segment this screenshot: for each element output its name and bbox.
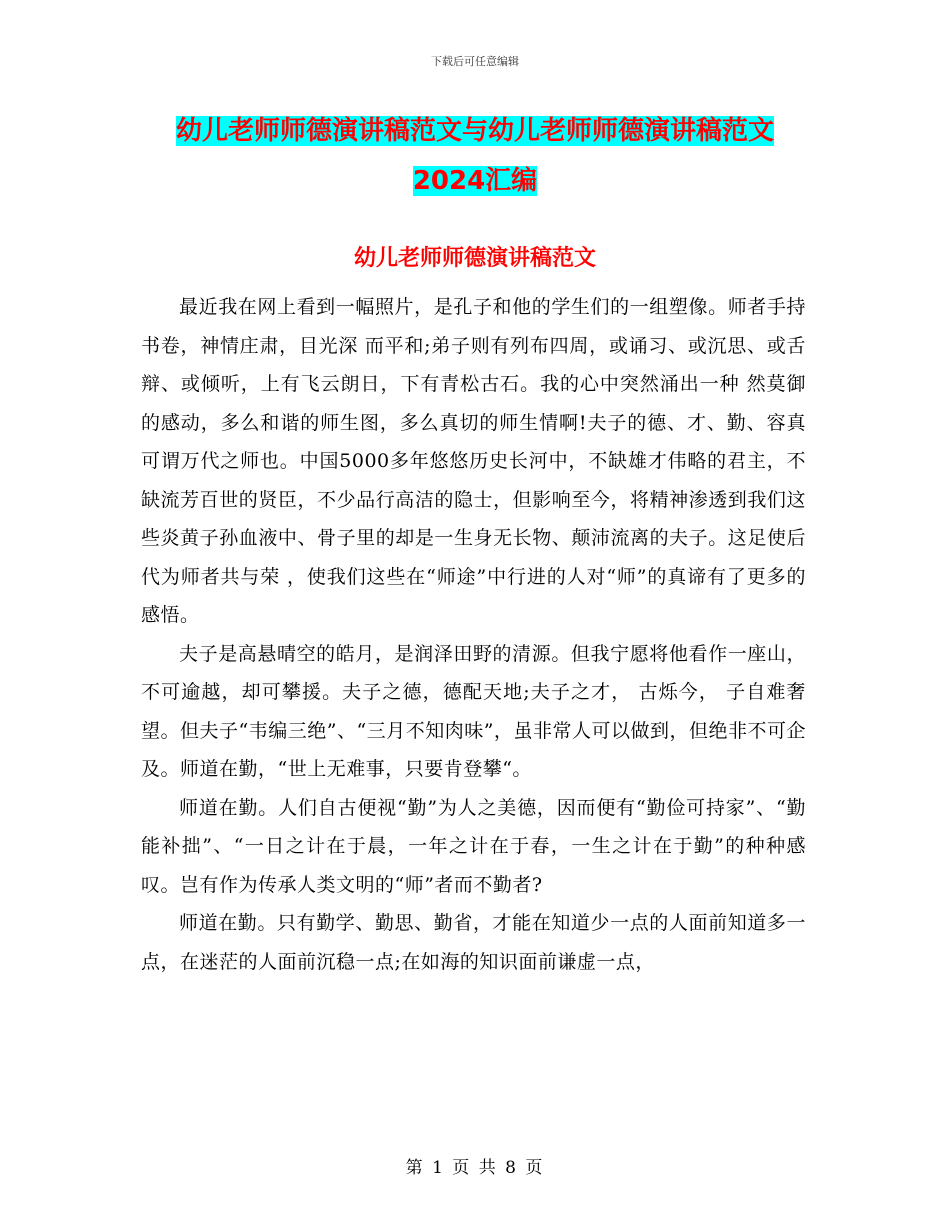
page-header-note: 下载后可任意编辑 xyxy=(431,55,519,68)
document-title xyxy=(140,106,810,206)
body-paragraph: 夫子是高悬晴空的皓月，是润泽田野的清源。但我宁愿将他看作一座山，不可逾越，却可攀援。夫子之德，德配天地;夫子之才， 古烁今， 子自难奢望。但夫子“韦编三绝”、“三月不知肉味”，虽非常人可以做到，但绝非不可企及。师道在勤，“世上无难事，只要肯登攀“。 xyxy=(141,642,806,780)
body-paragraph: 师道在勤。人们自古便视“勤”为人之美德，因而便有“勤俭可持家”、“勤能补拙”、“一日之计在于晨，一年之计在于春，一生之计在于勤”的种种感叹。岂有作为传承人类文明的“师”者而不勤者? xyxy=(141,796,806,896)
page-number-footer: 第 1 页 共 8 页 xyxy=(405,1158,545,1178)
body-paragraph: 师道在勤。只有勤学、勤思、勤省，才能在知道少一点的人面前知道多一点，在迷茫的人面前沉稳一点;在如海的知识面前谦虚一点， xyxy=(141,912,806,973)
document-title-text: 幼儿老师师德演讲稿范文与幼儿老师师德演讲稿范文2024汇编 xyxy=(175,116,774,196)
section-heading: 幼儿老师师德演讲稿范文 xyxy=(353,246,596,271)
body-paragraph: 最近我在网上看到一幅照片，是孔子和他的学生们的一组塑像。师者手持书卷，神情庄肃，目光深 而平和;弟子则有列布四周，或诵习、或沉思、或舌辩、或倾听，上有飞云朗日，下有青松古石。我的心中突然涌出一种 然莫御的感动，多么和谐的师生图，多么真切的师生情啊!夫子的德、才、勤、容真可谓万代之师也。中国5000多年悠悠历史长河中，不缺雄才伟略的君主，不缺流芳百世的贤臣，不少品行高洁的隐士，但影响至今，将精神渗透到我们这些炎黄子孙血液中、骨子里的却是一生身无长物、颠沛流离的夫子。这足使后代为师者共与荣 ，使我们这些在“师途”中行进的人对“师”的真谛有了更多的感悟。 xyxy=(141,296,806,626)
document-body xyxy=(141,288,806,981)
